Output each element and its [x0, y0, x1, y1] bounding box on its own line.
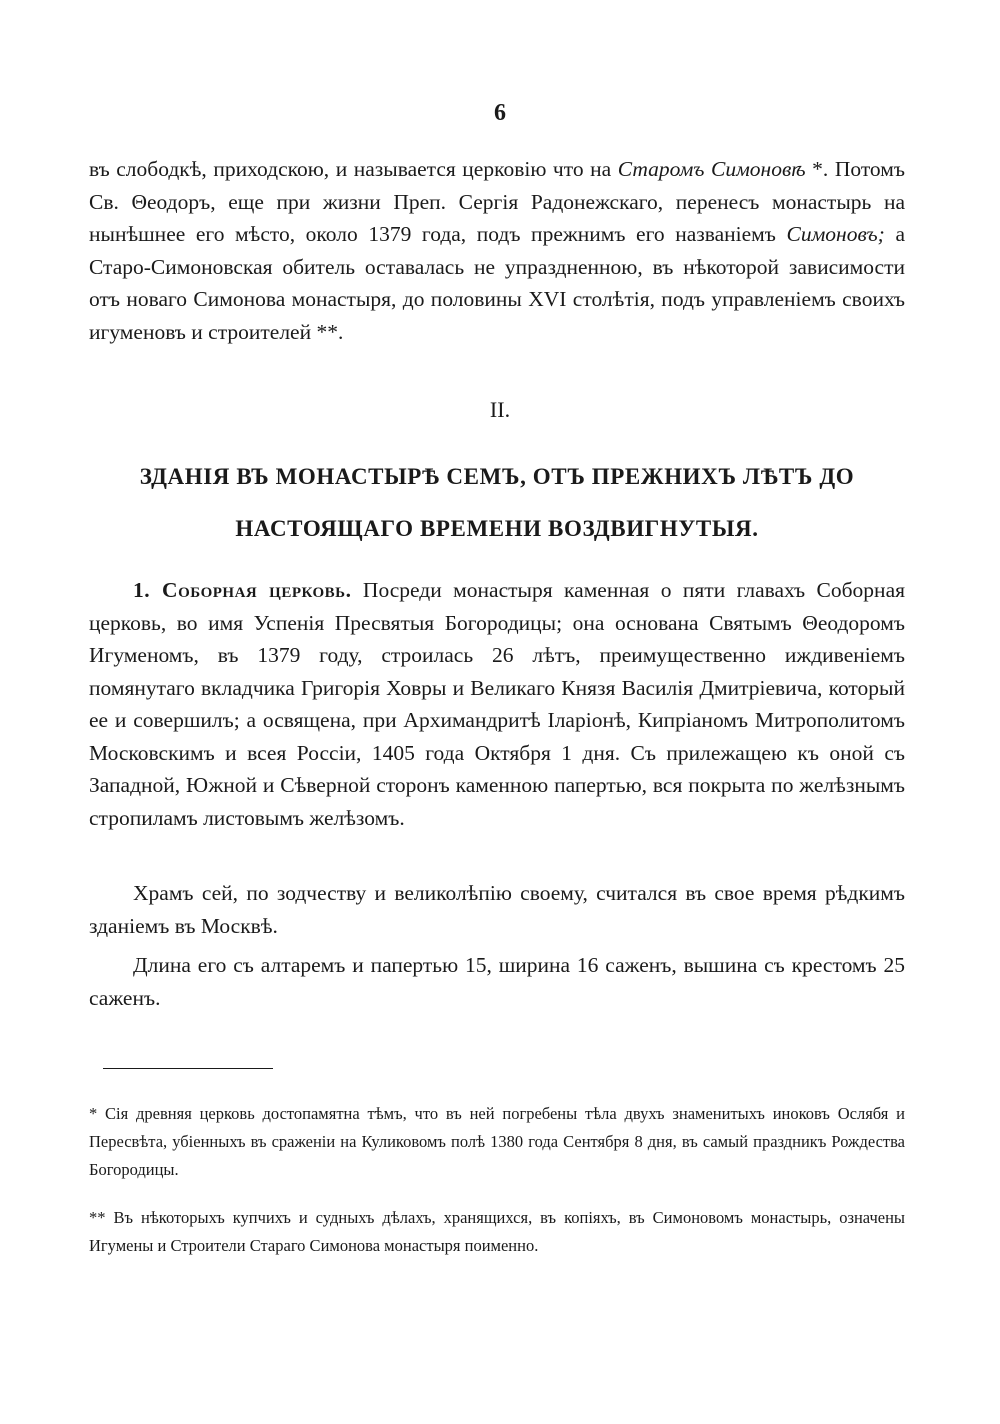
paragraph-1-italic-place: Старомъ Симоновѣ: [617, 157, 806, 181]
cathedral-subheading: 1. Соборная церковь.: [133, 578, 352, 602]
paragraph-1-text-c: а Старо-Симоновская обитель оставалась не упраздненною, въ нѣкоторой зависимости отъ новаго Симонова монастыря, до половины XVI столѣтія, подъ управленіемъ своихъ игуменовъ и строителей **.: [89, 222, 905, 344]
section-numeral: II.: [489, 397, 511, 422]
footnote-divider: [103, 1068, 273, 1069]
paragraph-2-text: Посреди монастыря каменная о пяти главахъ Соборная церковь, во имя Успенія Пресвятыя Богородицы; она основана Святымъ Θеодоромъ Игуменомъ, въ 1379 году, строилась 26 лѣтъ, преимущественно иждивеніемъ помянутаго вкладчика Григорія Ховры и Великаго Князя Василія Дмитріевича, который ее и совершилъ; а освящена, при Архимандритѣ Іларіонѣ, Кипріаномъ Митрополитомъ Московскимъ и всея Россіи, 1405 года Октября 1 дня. Съ прилежащею къ оной съ Западной, Южной и Сѣверной сторонъ каменною папертью, вся покрыта по желѣзнымъ стропиламъ листовымъ желѣзомъ.: [89, 578, 905, 830]
section-heading: ЗДАНІЯ ВЪ МОНАСТЫРѢ СЕМЪ, ОТЪ ПРЕЖНИХЪ ЛѢТЪ ДО НАСТОЯЩАГО ВРЕМЕНИ ВОЗДВИГНУТЫЯ.: [139, 464, 855, 541]
paragraph-cathedral: [89, 574, 905, 834]
paragraph-dimensions: Длина его съ алтаремъ и папертью 15, ширина 16 саженъ, вышина съ крестомъ 25 саженъ.: [89, 953, 905, 1010]
paragraph-1-italic-name: Симоновъ;: [786, 222, 885, 246]
paragraph-temple: Храмъ сей, по зодчеству и великолѣпію своему, считался въ свое время рѣдкимъ зданіемъ въ Москвѣ.: [89, 881, 905, 938]
paragraph-continuation: [89, 153, 905, 348]
footnote-1: * Сія древняя церковь достопамятна тѣмъ, что въ ней погребены тѣла двухъ знаменитыхъ иноковъ Ослябя и Пересвѣта, убіенныхъ въ сраженіи на Куликовомъ полѣ 1380 года Сентября 8 дня, въ самый праздникъ Рождества Богородицы.: [89, 1104, 905, 1179]
page-number: 6: [494, 100, 506, 126]
footnote-2: ** Въ нѣкоторыхъ купчихъ и судныхъ дѣлахъ, хранящихся, въ копіяхъ, въ Симоновомъ монастырь, означены Игумены и Строители Стараго Симонова монастыря поименно.: [89, 1208, 905, 1255]
paragraph-1-text-b: *. Потомъ Св. Θеодоръ, еще при жизни Преп. Сергія Радонежскаго, перенесъ монастырь на нынѣшнее его мѣсто, около 1379 года, подъ прежнимъ его названіемъ: [89, 157, 905, 246]
paragraph-1-text-a: въ слободкѣ, приходскою, и называется церковію что на: [89, 157, 618, 181]
